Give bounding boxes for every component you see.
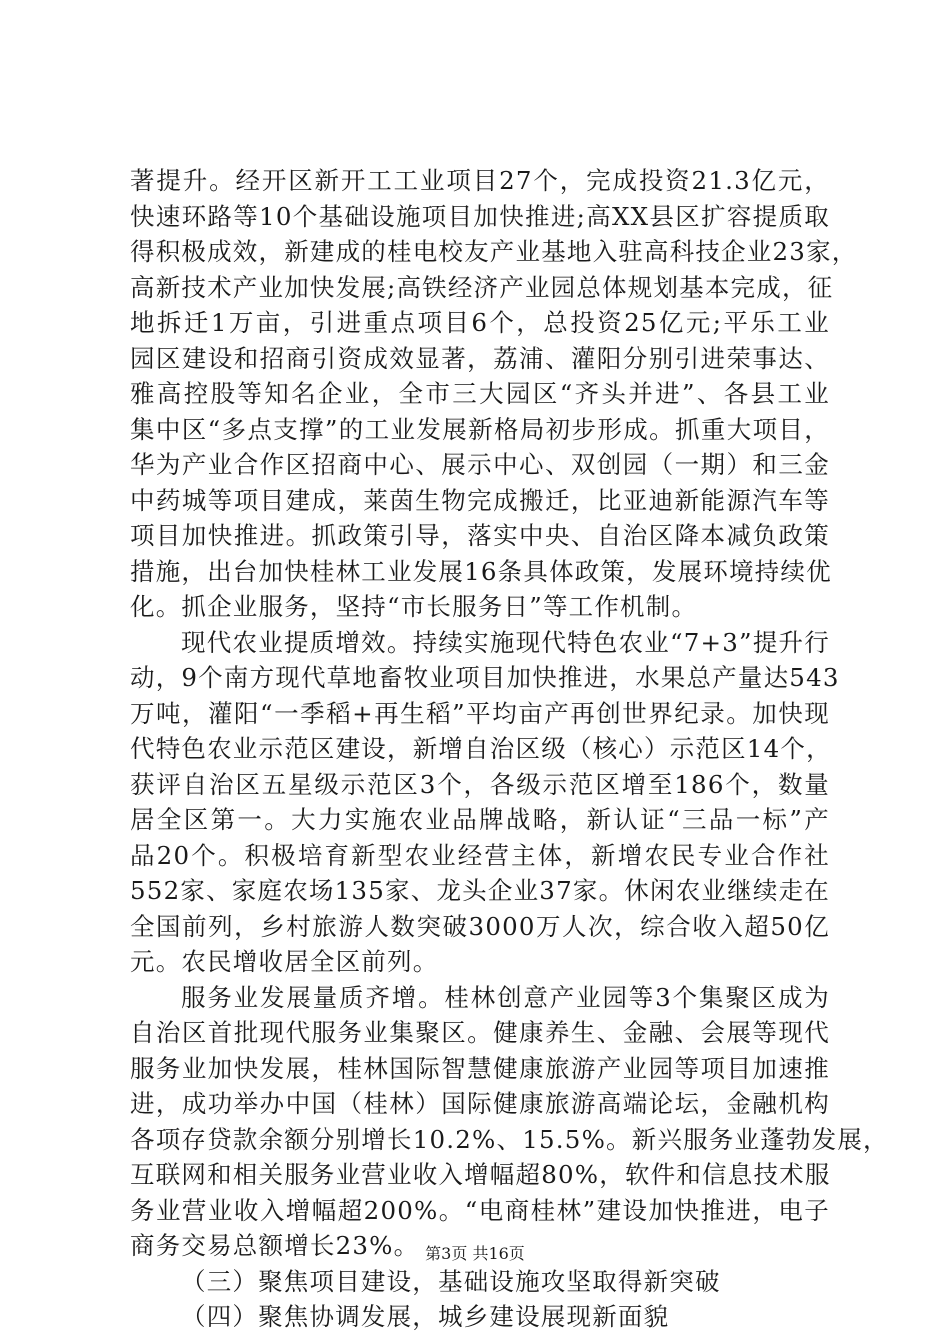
text-line: 服务业加快发展，桂林国际智慧健康旅游产业园等项目加速推 (130, 1053, 830, 1083)
page-footer (0, 1244, 950, 1264)
text-line: 万吨，灌阳“一季稻+再生稻”平均亩产再创世界纪录。加快现 (130, 698, 830, 728)
text-line: 务业营业收入增幅超200%。“电商桂林”建设加快推进，电子 (130, 1195, 830, 1225)
text-line: 进，成功举办中国（桂林）国际健康旅游高端论坛，金融机构 (130, 1089, 830, 1118)
text-line: 动，9个南方现代草地畜牧业项目加快推进，水果总产量达543 (130, 663, 840, 692)
text-line: 元。农民增收居全区前列。 (130, 947, 439, 976)
page-number-label: 第3页 共16页 (425, 1244, 525, 1263)
text-line: 中药城等项目建成，莱茵生物完成搬迁，比亚迪新能源汽车等 (130, 485, 830, 515)
text-line: 快速环路等10个基础设施项目加快推进;高XX县区扩容提质取 (130, 201, 830, 231)
text-line: 552家、家庭农场135家、龙头企业37家。休闲农业继续走在 (130, 876, 830, 905)
text-line: 项目加快推进。抓政策引导，落实中央、自治区降本减负政策 (130, 521, 830, 550)
text-line: 地拆迁1万亩，引进重点项目6个，总投资25亿元;平乐工业 (130, 308, 830, 337)
text-line: （四）聚焦协调发展，城乡建设展现新面貌 (181, 1302, 670, 1331)
text-line: 代特色农业示范区建设，新增自治区级（核心）示范区14个， (130, 734, 832, 763)
document-body (130, 163, 889, 1335)
text-line: 得积极成效，新建成的桂电校友产业基地入驻高科技企业23家， (130, 237, 858, 266)
text-line: （三）聚焦项目建设，基础设施攻坚取得新突破 (181, 1266, 721, 1296)
text-line: 著提升。经开区新开工工业项目27个，完成投资21.3亿元， (130, 166, 830, 195)
text-line: 居全区第一。大力实施农业品牌战略，新认证“三品一标”产 (130, 805, 830, 834)
text-line: 互联网和相关服务业营业收入增幅超80%，软件和信息技术服 (130, 1160, 831, 1189)
text-line: 集中区“多点支撑”的工业发展新格局初步形成。抓重大项目， (130, 414, 830, 444)
text-line: 园区建设和招商引资成效显著，荔浦、灌阳分别引进荣事达、 (130, 343, 830, 373)
text-line: 措施，出台加快桂林工业发展16条具体政策，发展环境持续优 (130, 556, 832, 586)
text-line: 全国前列，乡村旅游人数突破3000万人次，综合收入超50亿 (130, 911, 830, 941)
text-line: 获评自治区五星级示范区3个，各级示范区增至186个，数量 (130, 769, 830, 799)
text-line: 各项存贷款余额分别增长10.2%、15.5%。新兴服务业蓬勃发展， (130, 1124, 889, 1154)
text-line: 高新技术产业加快发展;高铁经济产业园总体规划基本完成，征 (130, 272, 834, 302)
text-line: 雅高控股等知名企业，全市三大园区“齐头并进”、各县工业 (130, 379, 830, 408)
text-line: 华为产业合作区招商中心、展示中心、双创园（一期）和三金 (130, 450, 830, 479)
text-line: 现代农业提质增效。持续实施现代特色农业“7+3”提升行 (181, 627, 830, 657)
text-line: 品20个。积极培育新型农业经营主体，新增农民专业合作社 (130, 840, 830, 870)
text-line: 自治区首批现代服务业集聚区。健康养生、金融、会展等现代 (130, 1018, 830, 1047)
text-line: 化。抓企业服务，坚持“市长服务日”等工作机制。 (130, 592, 698, 621)
text-line: 服务业发展量质齐增。桂林创意产业园等3个集聚区成为 (181, 982, 830, 1012)
text-line: 商务交易总额增长23%。 (130, 1231, 420, 1260)
